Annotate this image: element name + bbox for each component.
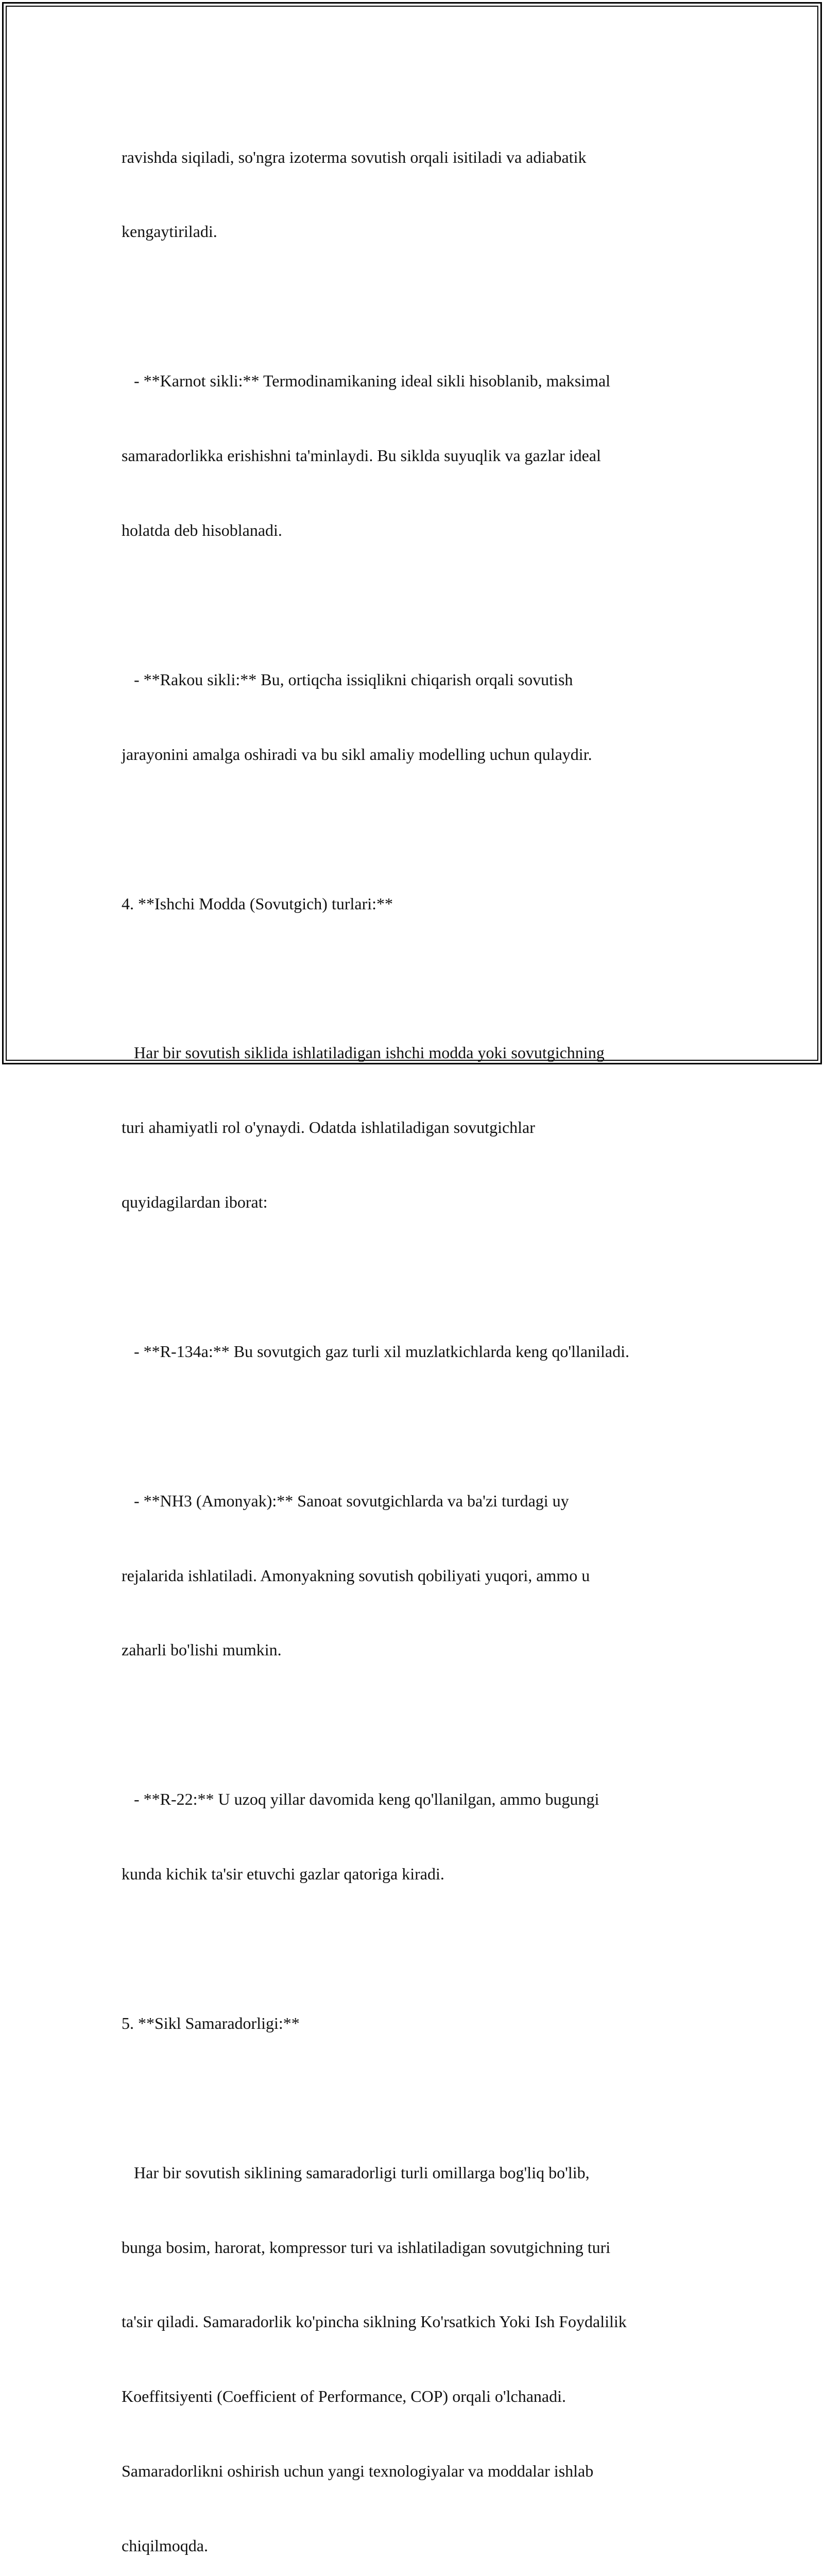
text-line: Samaradorlikni oshirish uchun yangi texnologiyalar va moddalar ishlab xyxy=(122,2462,594,2481)
paragraph-cycle-efficiency xyxy=(122,2110,709,2576)
text-line: 5. **Sikl Samaradorligi:** xyxy=(122,2013,300,2032)
text-line: chiqilmoqda. xyxy=(122,2536,208,2555)
text-line: Har bir sovutish siklida ishlatiladigan ishchi modda yoki sovutgichning xyxy=(122,1043,605,1062)
list-item-karnot-cycle xyxy=(122,319,709,592)
text-line: Koeffitsiyenti (Coefficient of Performance, COP) orqali o'lchanadi. xyxy=(122,2387,566,2406)
list-item-r22 xyxy=(122,1737,709,1936)
text-line: ta'sir qiladi. Samaradorlik ko'pincha siklning Ko'rsatkich Yoki Ish Foydalilik xyxy=(122,2312,627,2331)
paragraph-refrigerant-intro xyxy=(122,991,709,1264)
text-line: turi ahamiyatli rol o'ynaydi. Odatda ishlatiladigan sovutgichlar xyxy=(122,1118,535,1137)
text-line: kunda kichik ta'sir etuvchi gazlar qatoriga kiradi. xyxy=(122,1865,444,1884)
text-line: - **Karnot sikli:** Termodinamikaning ideal sikli hisoblanib, maksimal xyxy=(122,371,611,391)
text-line: zaharli bo'lishi mumkin. xyxy=(122,1640,282,1659)
text-line: 4. **Ishchi Modda (Sovutgich) turlari:** xyxy=(122,894,393,913)
text-line: samaradorlikka erishishni ta'minlaydi. Bu siklda suyuqlik va gazlar ideal xyxy=(122,446,601,465)
text-line: - **NH3 (Amonyak):** Sanoat sovutgichlarda va ba'zi turdagi uy xyxy=(122,1491,569,1510)
text-line: holatda deb hisoblanadi. xyxy=(122,521,282,540)
text-line: - **Rakou sikli:** Bu, ortiqcha issiqlikni chiqarish orqali sovutish xyxy=(122,670,573,689)
list-item-r134a xyxy=(122,1289,709,1413)
text-line: quyidagilardan iborat: xyxy=(122,1193,268,1212)
document-body xyxy=(122,95,709,2576)
text-line: rejalarida ishlatiladi. Amonyakning sovutish qobiliyati yuqori, ammo u xyxy=(122,1566,590,1585)
text-line: - **R-134a:** Bu sovutgich gaz turli xil muzlatkichlarda keng qo'llaniladi. xyxy=(122,1342,629,1361)
paragraph-compression-continuation xyxy=(122,95,709,294)
text-line: bunga bosim, harorat, kompressor turi va ishlatiladigan sovutgichning turi xyxy=(122,2238,611,2257)
section-heading-5 xyxy=(122,1961,709,2085)
text-line: ravishda siqiladi, so'ngra izoterma sovutish orqali isitiladi va adiabatik xyxy=(122,147,587,166)
list-item-nh3 xyxy=(122,1438,709,1712)
text-line: Har bir sovutish siklining samaradorligi turli omillarga bog'liq bo'lib, xyxy=(122,2163,590,2182)
list-item-rakou-cycle xyxy=(122,617,709,816)
text-line: jarayonini amalga oshiradi va bu sikl amaliy modelling uchun qulaydir. xyxy=(122,744,592,764)
section-heading-4 xyxy=(122,841,709,965)
text-line: kengaytiriladi. xyxy=(122,222,217,241)
text-line: - **R-22:** U uzoq yillar davomida keng qo'llanilgan, ammo bugungi xyxy=(122,1790,599,1809)
